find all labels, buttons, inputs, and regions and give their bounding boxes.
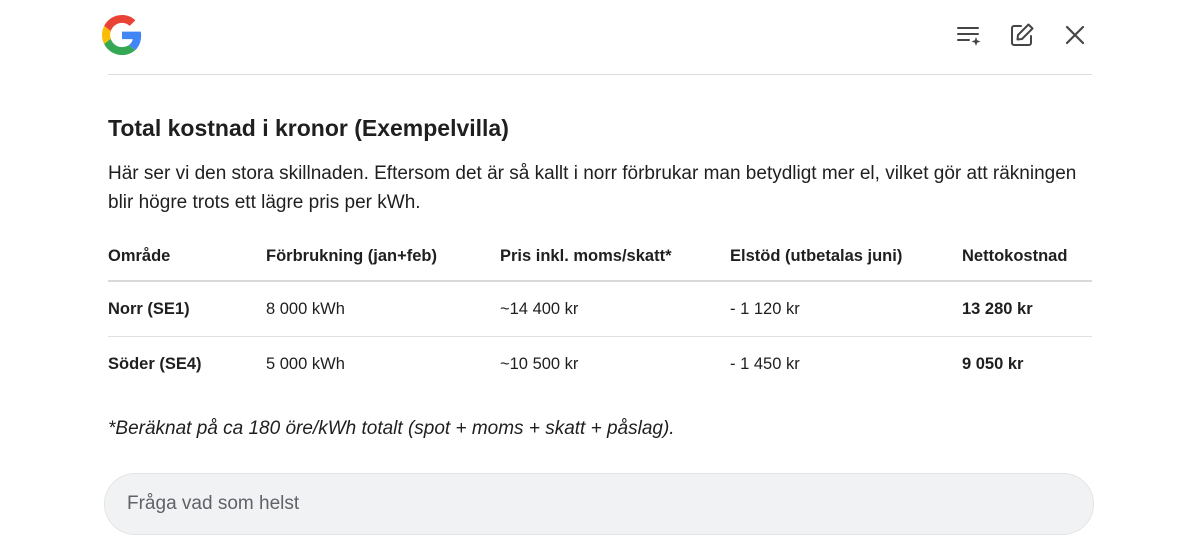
table-header-row bbox=[108, 232, 1092, 281]
table-cell: - 1 120 kr bbox=[730, 281, 962, 337]
table-cell: 13 280 kr bbox=[962, 281, 1092, 337]
intro-paragraph: Här ser vi den stora skillnaden. Eftersom det är så kallt i norr förbrukar man betydligt mer el, vilket gör att räkningen blir högre trots ett lägre pris per kWh. bbox=[108, 163, 1077, 213]
footnote: *Beräknat på ca 180 öre/kWh totalt (spot + moms + skatt + påslag). bbox=[108, 418, 675, 439]
table-cell: 8 000 kWh bbox=[266, 281, 500, 337]
ask-input[interactable] bbox=[104, 473, 1094, 535]
table-cell: Söder (SE4) bbox=[108, 354, 202, 373]
header-divider bbox=[108, 74, 1092, 75]
table-cell: ~10 500 kr bbox=[500, 354, 579, 373]
column-header: Elstöd (utbetalas juni) bbox=[730, 232, 962, 281]
customize-icon[interactable] bbox=[950, 16, 988, 54]
ask-input-placeholder: Fråga vad som helst bbox=[127, 493, 300, 514]
top-bar bbox=[0, 0, 1200, 74]
edit-icon[interactable] bbox=[1003, 16, 1041, 54]
table-cell: ~14 400 kr bbox=[500, 281, 730, 337]
table-cell: - 1 450 kr bbox=[730, 354, 800, 373]
table-cell: 9 050 kr bbox=[962, 354, 1024, 373]
cost-table bbox=[108, 232, 1092, 391]
close-icon[interactable] bbox=[1056, 16, 1094, 54]
column-header: Nettokostnad bbox=[962, 232, 1092, 281]
table-cell: 5 000 kWh bbox=[266, 354, 345, 373]
google-logo-icon bbox=[102, 15, 142, 55]
column-header: Pris inkl. moms/skatt* bbox=[500, 232, 730, 281]
table-cell: Norr (SE1) bbox=[108, 281, 266, 337]
column-header: Förbrukning (jan+feb) bbox=[266, 232, 500, 281]
table-row bbox=[108, 281, 1092, 337]
table-row bbox=[108, 337, 1092, 392]
header-actions bbox=[935, 16, 1094, 54]
section-title: Total kostnad i kronor (Exempelvilla) bbox=[108, 115, 509, 141]
column-header: Område bbox=[108, 232, 266, 281]
